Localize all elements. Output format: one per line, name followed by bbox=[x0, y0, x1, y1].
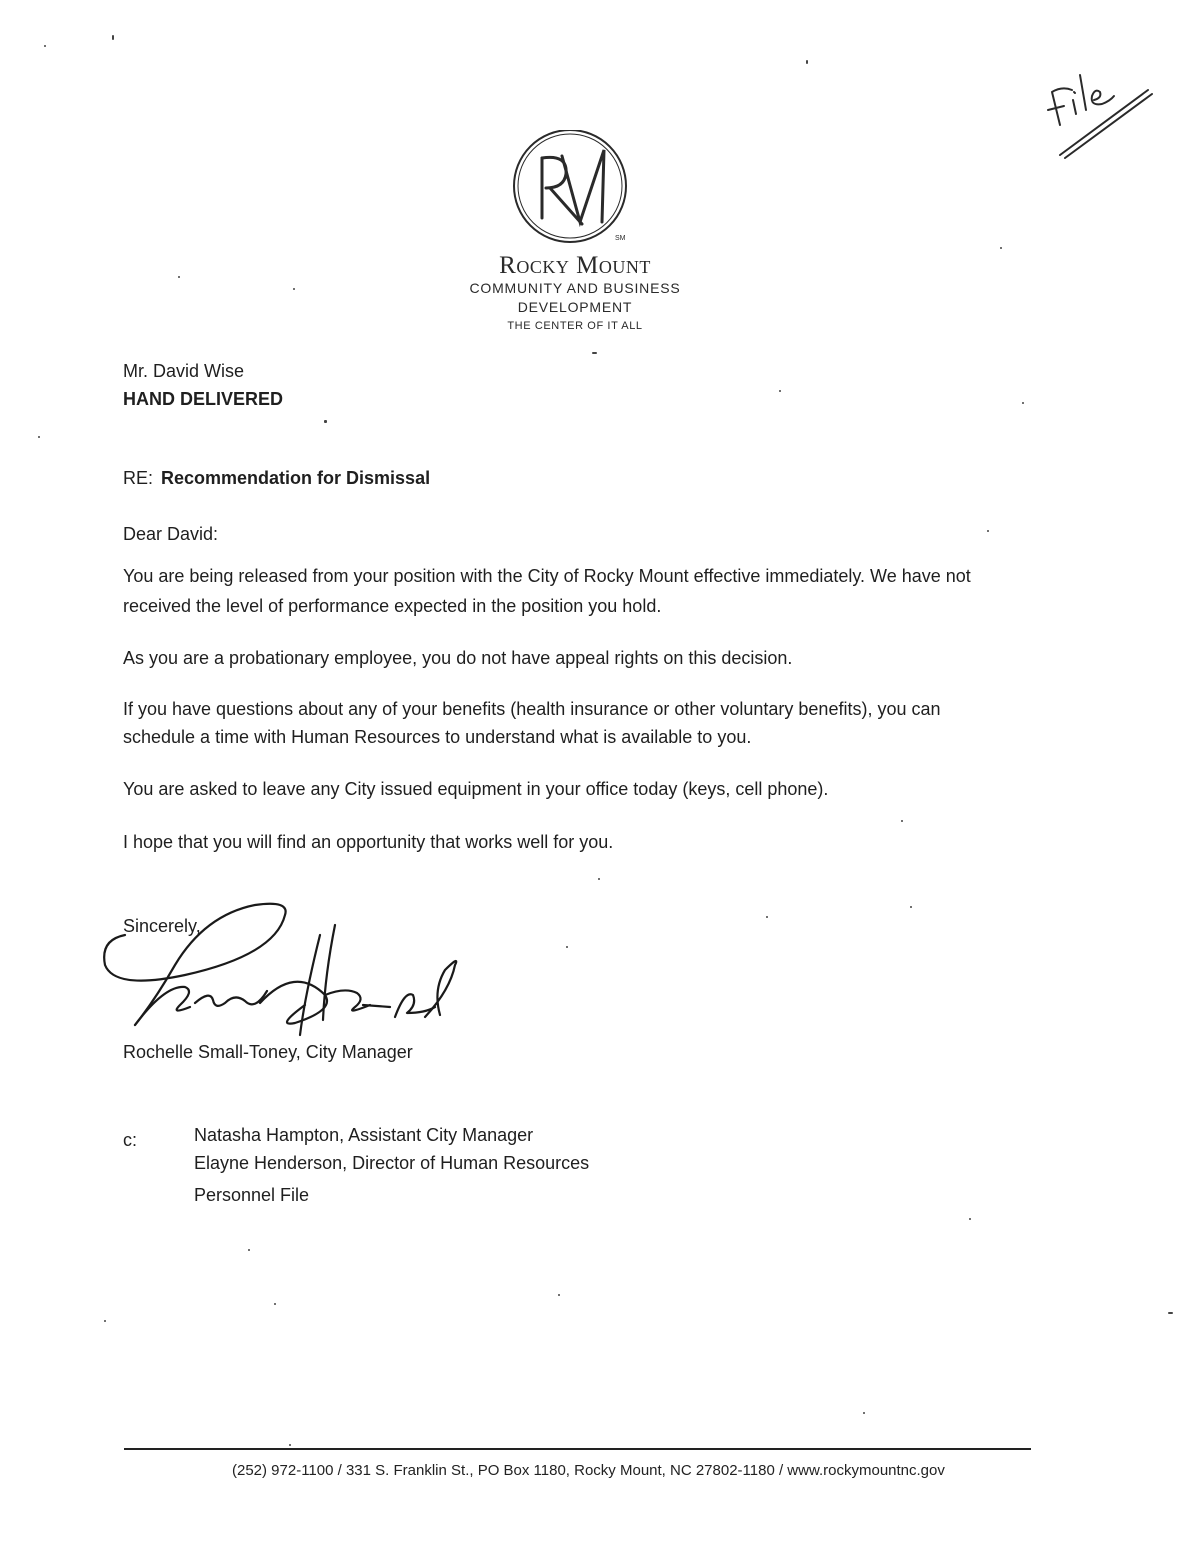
recipient-name: Mr. David Wise bbox=[123, 361, 245, 381]
scan-speck bbox=[112, 35, 114, 40]
scan-speck bbox=[779, 390, 781, 392]
scan-speck bbox=[274, 1303, 276, 1305]
cc-recipient: Personnel File bbox=[194, 1185, 310, 1205]
body-paragraph-1-line-1: You are being released from your position with the City of Rocky Mount effective immediately. We have not bbox=[123, 566, 971, 586]
service-mark: SM bbox=[615, 235, 626, 242]
body-paragraph-3-line-2: schedule a time with Human Resources to understand what is available to you. bbox=[123, 727, 752, 747]
scan-speck bbox=[1000, 247, 1002, 249]
scan-speck bbox=[1022, 402, 1024, 404]
subject-text: Recommendation for Dismissal bbox=[161, 468, 431, 488]
signer-name: Rochelle Small-Toney, City Manager bbox=[123, 1042, 413, 1062]
body-paragraph-4: You are asked to leave any City issued equipment in your office today (keys, cell phone). bbox=[123, 779, 829, 799]
delivery-method: HAND DELIVERED bbox=[123, 389, 284, 409]
scan-speck bbox=[1168, 1312, 1173, 1314]
body-paragraph-1-line-2: received the level of performance expected in the position you hold. bbox=[123, 596, 662, 616]
letterhead-name: Rocky Mount bbox=[499, 252, 651, 279]
scan-speck bbox=[566, 946, 568, 948]
scan-speck bbox=[248, 1249, 250, 1251]
handwritten-file-annotation bbox=[1040, 70, 1160, 165]
body-paragraph-3-line-1: If you have questions about any of your benefits (health insurance or other voluntary benefits), you can bbox=[123, 699, 941, 719]
scan-speck bbox=[901, 820, 903, 822]
cc-recipient: Elayne Henderson, Director of Human Resources bbox=[194, 1153, 590, 1173]
scan-speck bbox=[592, 352, 597, 354]
body-paragraph-5: I hope that you will find an opportunity that works well for you. bbox=[123, 832, 614, 852]
scan-speck bbox=[558, 1294, 560, 1296]
scan-speck bbox=[324, 420, 327, 423]
annotation-text: File bbox=[1040, 164, 1042, 165]
scan-speck bbox=[178, 276, 180, 278]
subject-line bbox=[123, 464, 430, 492]
subject-label: RE: bbox=[123, 468, 154, 488]
scan-speck bbox=[293, 288, 295, 290]
scan-speck bbox=[969, 1218, 971, 1220]
rocky-mount-logo bbox=[510, 130, 635, 248]
footer-divider bbox=[124, 1448, 1031, 1450]
letterhead-line-1: COMMUNITY AND BUSINESS bbox=[469, 280, 681, 296]
scan-speck bbox=[44, 45, 46, 47]
scan-speck bbox=[987, 530, 989, 532]
closing: Sincerely, bbox=[123, 916, 201, 936]
salutation: Dear David: bbox=[123, 524, 219, 544]
scan-speck bbox=[598, 878, 600, 880]
scan-speck bbox=[806, 60, 808, 64]
scan-speck bbox=[910, 906, 912, 908]
cc-recipient: Natasha Hampton, Assistant City Manager bbox=[194, 1125, 534, 1145]
handwritten-signature bbox=[95, 895, 465, 1040]
scan-speck bbox=[104, 1320, 106, 1322]
letterhead-line-2: DEVELOPMENT bbox=[517, 299, 633, 315]
body-paragraph-2: As you are a probationary employee, you do not have appeal rights on this decision. bbox=[123, 648, 793, 668]
letterhead-tagline: THE CENTER OF IT ALL bbox=[507, 320, 643, 332]
footer-contact: (252) 972-1100 / 331 S. Franklin St., PO Box 1180, Rocky Mount, NC 27802-1180 / www.rockymountnc.gov bbox=[232, 1462, 945, 1479]
scan-speck bbox=[766, 916, 768, 918]
cc-label: c: bbox=[123, 1130, 138, 1150]
scan-speck bbox=[289, 1444, 291, 1446]
scan-speck bbox=[863, 1412, 865, 1414]
scan-speck bbox=[38, 436, 40, 438]
